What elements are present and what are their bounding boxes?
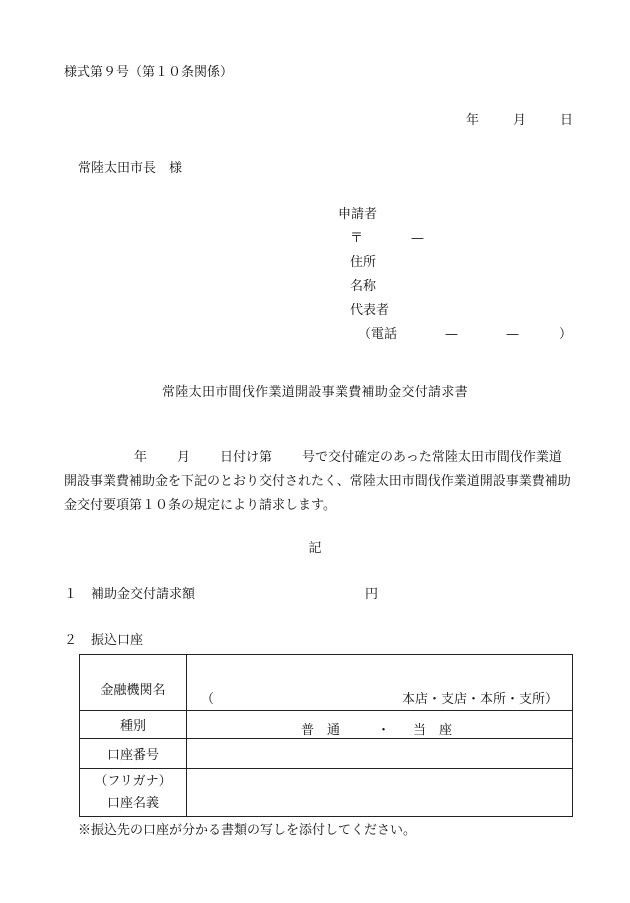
name-label: 名称 [350, 279, 377, 294]
type-value-cell[interactable] [187, 711, 573, 739]
phone-line [358, 328, 572, 341]
institution-label: 金融機関名 [80, 655, 187, 711]
ki-heading: 記 [308, 541, 322, 556]
type-dot: ・ [377, 723, 391, 738]
institution-paren: （ [201, 692, 215, 707]
account-name-label: 口座名義 [106, 795, 159, 811]
body-rest: 号で交付確定のあった常陸太田市間伐作業道開設事業費補助金を下記のとおり交付されたく、常陸太田市間伐作業道開設事業費補助金交付要項第１０条の規定により請求します。 [64, 450, 571, 513]
date-line [466, 114, 573, 127]
item-1 [64, 588, 378, 601]
date-day: 日 [560, 113, 574, 128]
account-name-label-cell [80, 769, 187, 817]
representative-label: 代表者 [350, 303, 390, 318]
document-title: 常陸太田市間伐作業道開設事業費補助金交付請求書 [162, 385, 468, 400]
postal-line [350, 232, 424, 245]
item-2 [64, 634, 143, 647]
item-1-label: 補助金交付請求額 [91, 587, 196, 602]
postal-dash: — [411, 231, 425, 246]
institution-value-cell[interactable] [187, 655, 573, 711]
account-name-value-cell[interactable] [187, 769, 573, 817]
type-futsuu: 普 通 [301, 723, 341, 738]
addressee: 常陸太田市長 様 [78, 161, 183, 176]
applicant-label: 申請者 [338, 207, 378, 222]
institution-row [80, 655, 573, 711]
form-number: 様式第９号（第１０条関係） [64, 65, 234, 80]
body-year: 年 [134, 450, 148, 465]
account-number-row [80, 739, 573, 769]
account-name-row [80, 769, 573, 817]
phone-dash-2: — [506, 327, 520, 342]
item-2-label: 振込口座 [91, 633, 144, 648]
body-paragraph [64, 446, 574, 518]
phone-open: （電話 [358, 327, 398, 342]
account-number-label: 口座番号 [80, 739, 187, 769]
postal-mark: 〒 [350, 231, 364, 246]
type-row [80, 711, 573, 739]
item-1-number: １ [64, 587, 78, 602]
bank-account-table [79, 654, 573, 817]
date-year: 年 [466, 113, 480, 128]
attachment-note: ※振込先の口座が分かる書類の写しを添付してください。 [78, 823, 417, 838]
phone-close: ） [559, 327, 573, 342]
address-label: 住所 [350, 255, 377, 270]
phone-dash-1: — [445, 327, 459, 342]
date-month: 月 [513, 113, 527, 128]
furigana-label: （フリガナ） [94, 773, 172, 789]
item-1-unit: 円 [365, 587, 379, 602]
body-day-part: 日付け第 [220, 450, 273, 465]
body-month: 月 [177, 450, 191, 465]
account-number-value-cell[interactable] [187, 739, 573, 769]
branch-options: 本店・支店・本所・支所） [401, 692, 558, 707]
type-label: 種別 [80, 711, 187, 739]
item-2-number: ２ [64, 633, 78, 648]
type-touza: 当 座 [413, 723, 453, 738]
